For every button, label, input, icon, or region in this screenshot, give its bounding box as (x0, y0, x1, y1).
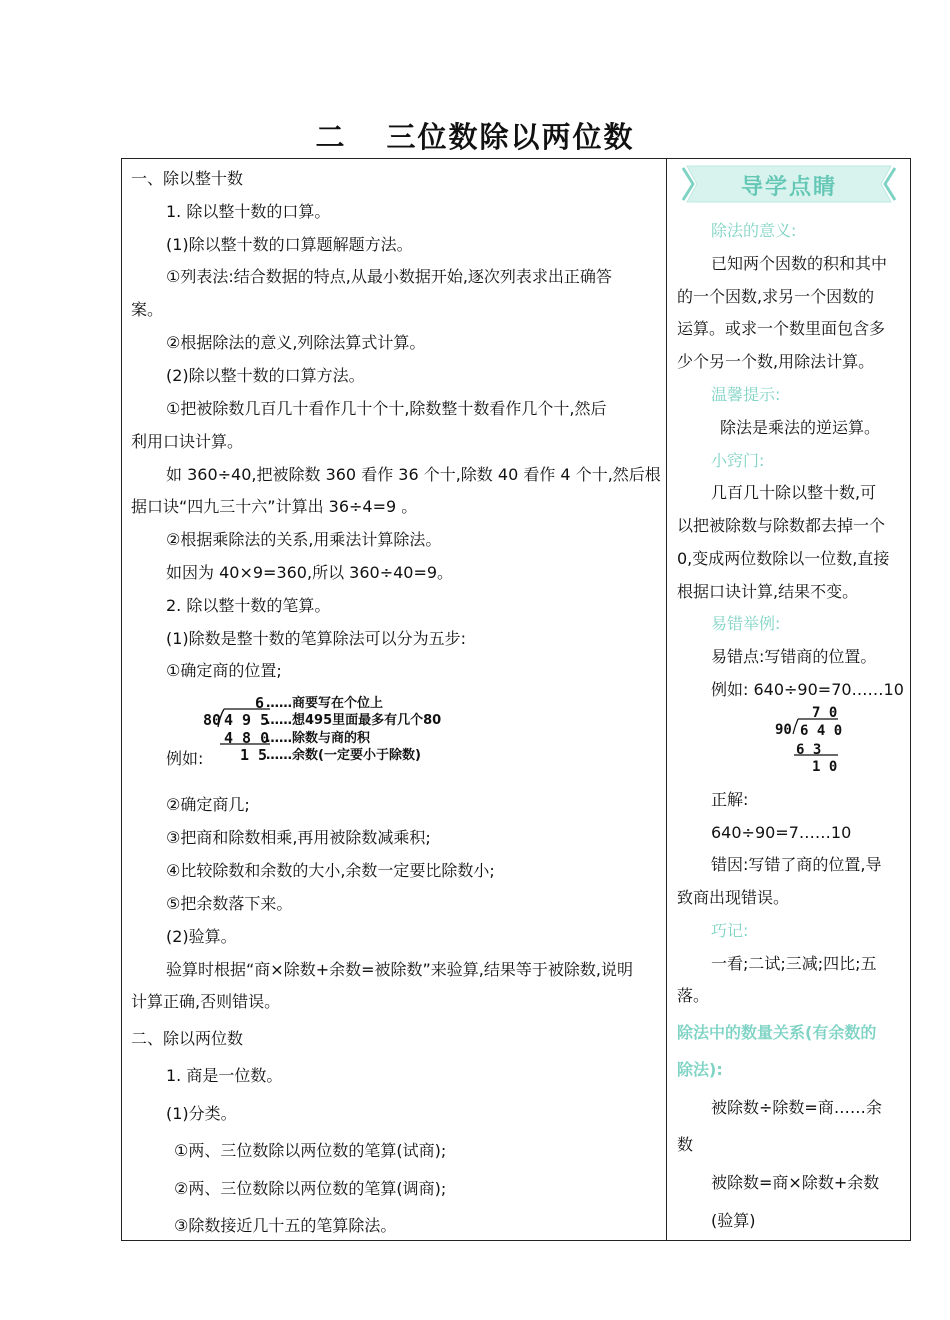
paragraph: ②根据除法的意义,列除法算式计算。 (166, 333, 426, 352)
sidebar-text: 被除数÷除数=商……余 (711, 1098, 882, 1117)
guide-badge-title: 导学点睛 (740, 175, 837, 200)
sidebar-text: 被除数=商×除数+余数 (711, 1173, 880, 1192)
remainder: 1 0 (812, 759, 838, 775)
paragraph: 2. 除以整十数的笔算。 (166, 596, 331, 615)
wrong-division-example (772, 704, 842, 776)
page-title (0, 115, 950, 156)
paragraph: 1. 商是一位数。 (166, 1066, 283, 1085)
sidebar-text: 例如: 640÷90=70……10 (711, 680, 904, 699)
sidebar-text: 少个另一个数,用除法计算。 (677, 352, 875, 371)
column-divider (666, 158, 667, 1241)
sidebar-heading: 除法的意义: (711, 221, 797, 240)
paragraph: (1)除以整十数的口算题解题方法。 (166, 235, 413, 254)
sidebar-text: 已知两个因数的积和其中 (711, 254, 888, 273)
paragraph: 利用口诀计算。 (131, 432, 244, 451)
paragraph: ①列表法:结合数据的特点,从最小数据开始,逐次列表求出正确答 (166, 267, 612, 286)
paragraph: 计算正确,否则错误。 (131, 992, 281, 1011)
divisor: 80 (203, 711, 222, 729)
chapter-number: 二 (315, 120, 347, 154)
paragraph: 如 360÷40,把被除数 360 看作 36 个十,除数 40 看作 4 个十,然后根 (166, 465, 661, 484)
product: 6 3 (796, 742, 822, 758)
paragraph: ②确定商几; (166, 795, 250, 814)
sidebar-text: 一看;二试;三减;四比;五 (711, 954, 877, 973)
dividend: 4 9 5 (224, 711, 270, 729)
paragraph: (1)分类。 (166, 1104, 237, 1123)
sidebar-text: 几百几十除以整十数,可 (711, 483, 877, 502)
paragraph: 据口诀“四九三十六”计算出 36÷4=9 。 (131, 497, 418, 516)
paragraph: (1)除数是整十数的笔算除法可以分为五步: (166, 629, 467, 648)
division-note: ……商要写在个位上 (266, 696, 384, 711)
sidebar-heading: 巧记: (711, 921, 749, 940)
sidebar-text: 0,变成两位数除以一位数,直接 (677, 549, 890, 568)
chapter-title: 三位数除以两位数 (386, 120, 635, 154)
paragraph: (2)除以整十数的口算方法。 (166, 366, 365, 385)
paragraph: ①把被除数几百几十看作几十个十,除数整十数看作几个十,然后 (166, 399, 607, 418)
paragraph: (2)验算。 (166, 927, 237, 946)
sidebar-text: 以把被除数与除数都去掉一个 (677, 516, 886, 535)
paragraph: 验算时根据“商×除数+余数=被除数”来验算,结果等于被除数,说明 (166, 960, 633, 979)
remainder: 1 5 (240, 746, 268, 764)
dividend: 6 4 0 (800, 723, 843, 739)
sidebar-text: 根据口诀计算,结果不变。 (677, 582, 859, 601)
paragraph: 1. 除以整十数的口算。 (166, 202, 331, 221)
division-note: ……想495里面最多有几个80 (266, 713, 442, 728)
sidebar-text: 数 (677, 1135, 694, 1154)
paragraph: ②两、三位数除以两位数的笔算(调商); (174, 1179, 447, 1198)
sidebar-text: 除法是乘法的逆运算。 (720, 418, 881, 437)
sidebar-text: 易错点:写错商的位置。 (711, 647, 877, 666)
section-heading-1: 一、除以整十数 (131, 169, 244, 188)
product: 4 8 0 (224, 729, 270, 747)
paragraph: ①确定商的位置; (166, 661, 282, 680)
division-note: ……余数(一定要小于除数) (266, 748, 421, 763)
paragraph: ②根据乘除法的关系,用乘法计算除法。 (166, 530, 442, 549)
sidebar-text: 640÷90=7……10 (711, 823, 852, 842)
long-division-example (200, 694, 480, 774)
sidebar-text: 错因:写错了商的位置,导 (711, 855, 882, 874)
paragraph: ⑤把余数落下来。 (166, 894, 293, 913)
sidebar-text: 落。 (677, 986, 710, 1005)
quotient: 7 0 (812, 705, 838, 721)
paragraph: ①两、三位数除以两位数的笔算(试商); (174, 1141, 447, 1160)
sidebar-heading: 除法中的数量关系(有余数的 (677, 1023, 877, 1042)
sidebar-text: 的一个因数,求另一个因数的 (677, 287, 875, 306)
sidebar-text: 致商出现错误。 (677, 888, 790, 907)
sidebar-text: (验算) (711, 1211, 756, 1230)
paragraph: 如因为 40×9=360,所以 360÷40=9。 (166, 563, 454, 582)
paragraph: ④比较除数和余数的大小,余数一定要比除数小; (166, 861, 495, 880)
quotient: 6 (255, 694, 265, 712)
section-heading-2: 二、除以两位数 (131, 1029, 244, 1048)
sidebar-heading: 除法): (677, 1060, 723, 1079)
paragraph: 案。 (131, 300, 164, 319)
sidebar-heading: 小窍门: (711, 451, 765, 470)
paragraph: ③把商和除数相乘,再用被除数减乘积; (166, 828, 431, 847)
sidebar-text: 正解: (711, 790, 749, 809)
sidebar-heading: 温馨提示: (711, 385, 781, 404)
division-note: ……除数与商的积 (266, 731, 371, 746)
sidebar-text: 运算。或求一个数里面包含多 (677, 319, 886, 338)
divisor: 90 (775, 722, 792, 738)
sidebar-heading: 易错举例: (711, 614, 781, 633)
paragraph: ③除数接近几十五的笔算除法。 (174, 1216, 397, 1235)
example-label: 例如: (166, 749, 204, 768)
